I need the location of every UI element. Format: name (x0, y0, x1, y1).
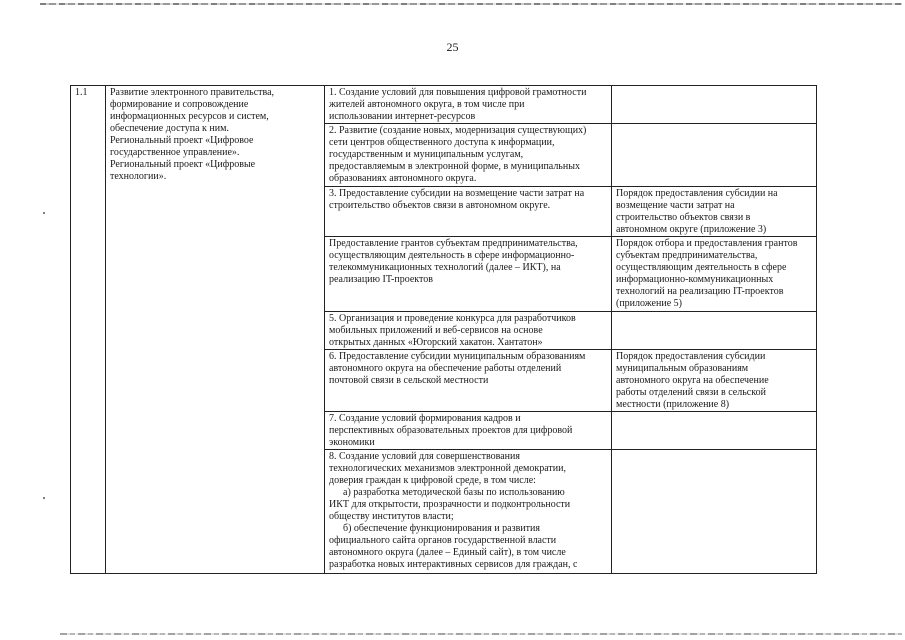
document-text-line: осуществляющим деятельность в сфере (616, 262, 787, 273)
task-text-line: сети центров общественного доступа к информации, (329, 137, 555, 148)
task-text-line: перспективных образовательных проектов для цифровой (329, 425, 573, 436)
goal-text-line: информационных ресурсов и систем, (110, 111, 269, 122)
task-text-line: автономного округа на обеспечение работы отделений (329, 363, 562, 374)
document-cell (612, 187, 817, 237)
task-text-line: ИКТ для открытости, прозрачности и подконтрольности (329, 499, 571, 510)
document-cell (612, 124, 817, 187)
document-text-line: (приложение 5) (616, 298, 682, 309)
task-text-line: 3. Предоставление субсидии на возмещение части затрат на (329, 188, 585, 199)
task-text-line: реализацию IT-проектов (329, 274, 433, 285)
scan-speck (43, 212, 45, 214)
task-text-line: доверия граждан к цифровой среде, в том числе: (329, 475, 536, 486)
task-cell (325, 86, 612, 124)
task-text-line: разработка новых интерактивных сервисов для граждан, с (329, 559, 578, 570)
document-text-line: местности (приложение 8) (616, 399, 730, 410)
task-text-line: технологических механизмов электронной демократии, (329, 463, 566, 474)
task-text-line: экономики (329, 437, 375, 448)
document-text-line: автономного округа на обеспечение (616, 375, 769, 386)
task-text-line: жителей автономного округа, в том числе при (329, 99, 525, 110)
task-cell (325, 450, 612, 574)
goal-text-line: технологии». (110, 171, 167, 182)
row-number: 1.1 (75, 87, 88, 98)
table-row (71, 86, 817, 124)
document-cell (612, 450, 817, 574)
document-text-line: субъектам предпринимательства, (616, 250, 758, 261)
task-text-line: открытых данных «Югорский хакатон. Хантатон» (329, 337, 543, 348)
scan-speck (43, 497, 45, 499)
goal-text-line: Региональный проект «Цифровые (110, 159, 256, 170)
task-text-line: 1. Создание условий для повышения цифровой грамотности (329, 87, 587, 98)
task-text-line: телекоммуникационных технологий (далее – ИКТ), на (329, 262, 561, 273)
table-body (71, 86, 817, 574)
task-text-line: государственным и муниципальным услугам, (329, 149, 524, 160)
task-text-line: 7. Создание условий формирования кадров и (329, 413, 521, 424)
task-text-line: почтовой связи в сельской местности (329, 375, 489, 386)
document-cell (612, 412, 817, 450)
task-text-line: строительство объектов связи в автономном округе. (329, 200, 551, 211)
task-text-line: 2. Развитие (создание новых, модернизация существующих) (329, 125, 587, 136)
task-cell (325, 312, 612, 350)
task-text-line: образованиях автономного округа. (329, 173, 477, 184)
task-cell (325, 124, 612, 187)
document-text-line: Порядок предоставления субсидии (616, 351, 766, 362)
goal-text-line: обеспечение доступа к ним. (110, 123, 229, 134)
row-number-cell (71, 86, 106, 574)
document-cell (612, 350, 817, 412)
task-text-line: автономного округа (далее – Единый сайт), в том числе (329, 547, 566, 558)
task-text-line: а) разработка методической базы по использованию (343, 487, 565, 498)
task-cell (325, 412, 612, 450)
task-text-line: 6. Предоставление субсидии муниципальным образованиям (329, 351, 586, 362)
scan-bottom-edge (60, 633, 902, 635)
task-text-line: б) обеспечение функционирования и развития (343, 523, 540, 534)
task-cell (325, 237, 612, 312)
document-text-line: работы отделений связи в сельской (616, 387, 766, 398)
document-cell (612, 237, 817, 312)
task-text-line: обществу институтов власти; (329, 511, 454, 522)
task-text-line: осуществляющим деятельность в сфере информационно- (329, 250, 575, 261)
goal-text-line: формирование и сопровождение (110, 99, 249, 110)
page-number: 25 (446, 40, 459, 54)
document-text-line: строительство объектов связи в (616, 212, 751, 223)
document-cell (612, 86, 817, 124)
goal-text-line: Развитие электронного правительства, (110, 87, 275, 98)
document-text-line: автономном округе (приложение 3) (616, 224, 767, 235)
document-cell (612, 312, 817, 350)
goal-text-line: Региональный проект «Цифровое (110, 135, 254, 146)
task-cell (325, 350, 612, 412)
goal-text-line: государственное управление». (110, 147, 240, 158)
scan-top-edge (40, 3, 902, 5)
task-text-line: предоставляемым в электронной форме, в муниципальных (329, 161, 580, 172)
task-text-line: Предоставление грантов субъектам предпринимательства, (329, 238, 578, 249)
document-text-line: Порядок предоставления субсидии на (616, 188, 778, 199)
task-cell (325, 187, 612, 237)
document-text-line: информационно-коммуникационных (616, 274, 774, 285)
document-text-line: муниципальным образованиям (616, 363, 749, 374)
document-text-line: Порядок отбора и предоставления грантов (616, 238, 798, 249)
task-text-line: 8. Создание условий для совершенствования (329, 451, 520, 462)
task-text-line: мобильных приложений и веб-сервисов на основе (329, 325, 543, 336)
goal-cell (106, 86, 325, 574)
task-text-line: официального сайта органов государственной власти (329, 535, 557, 546)
task-text-line: использовании интернет-ресурсов (329, 111, 476, 122)
document-text-line: возмещение части затрат на (616, 200, 735, 211)
task-text-line: 5. Организация и проведение конкурса для разработчиков (329, 313, 576, 324)
measures-table (70, 85, 817, 574)
document-text-line: технологий на реализацию IT-проектов (616, 286, 784, 297)
